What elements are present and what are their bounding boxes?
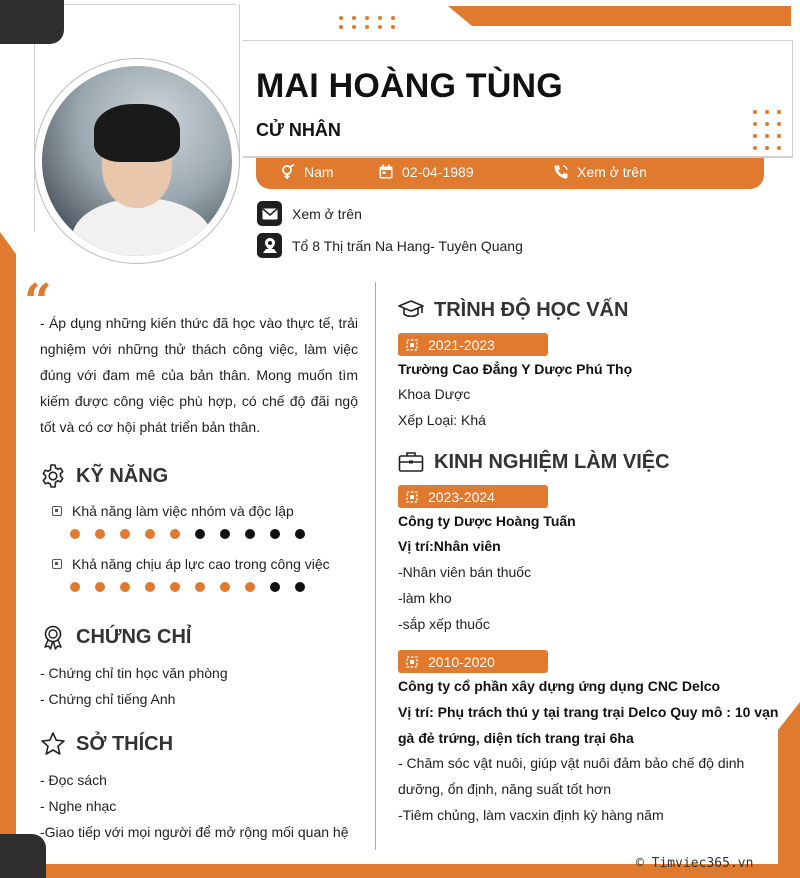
skill-rating — [70, 529, 305, 539]
rating-dot-empty — [270, 529, 280, 539]
job-detail: -Nhân viên bán thuốc — [398, 564, 532, 580]
address-row — [257, 233, 523, 258]
accent-stripe-left — [0, 232, 16, 834]
bullet-icon — [52, 559, 62, 569]
rating-dot-filled — [170, 529, 180, 539]
frame-line — [64, 4, 236, 5]
career-objective: - Áp dụng những kiến thức đã học vào thực tế, trải nghiệm với những thử thách công việc, làm việc đúng với đam mê của bản thân. Mong muốn tìm kiếm được công việc phù hợp, có chế độ đãi ngộ tốt và có cơ hội phát triển bản thân. — [40, 315, 358, 435]
rating-dot-filled — [220, 582, 230, 592]
job-period — [398, 485, 548, 508]
rating-dot-filled — [145, 529, 155, 539]
email-row — [257, 201, 362, 226]
certificates-heading-label: CHỨNG CHỈ — [76, 625, 192, 648]
corner-decoration-top — [0, 0, 64, 44]
hobbies-heading — [40, 731, 173, 757]
experience-heading — [398, 449, 670, 475]
candidate-name: MAI HOÀNG TÙNG — [256, 67, 563, 105]
calendar-small-icon — [406, 491, 418, 503]
skill-rating — [70, 582, 305, 592]
skills-heading-label: KỸ NĂNG — [76, 464, 169, 487]
email-icon — [257, 201, 282, 226]
education-grade: Xếp Loại: Khá — [398, 412, 486, 428]
gender-info — [280, 164, 334, 180]
rating-dot-empty — [245, 529, 255, 539]
skill-label: Khả năng làm việc nhóm và độc lập — [72, 503, 294, 519]
certificate-item: - Chứng chỉ tin học văn phòng — [40, 665, 228, 681]
email-value: Xem ở trên — [292, 205, 362, 222]
gender-value: Nam — [304, 164, 334, 180]
skill-label: Khả năng chịu áp lực cao trong công việc — [72, 556, 330, 572]
briefcase-icon — [398, 449, 424, 475]
rating-dot-empty — [270, 582, 280, 592]
bullet-icon — [52, 506, 62, 516]
star-icon — [40, 731, 66, 757]
rating-dot-empty — [295, 529, 305, 539]
skill-item — [52, 556, 330, 572]
rating-dot-empty — [220, 529, 230, 539]
address-value: Tổ 8 Thị trấn Na Hang- Tuyên Quang — [292, 237, 523, 254]
hobbies-heading-label: SỞ THÍCH — [76, 732, 174, 755]
education-heading — [398, 297, 628, 323]
gender-icon — [280, 164, 296, 180]
rating-dot-filled — [170, 582, 180, 592]
job-detail: dưỡng, ổn định, năng suất tốt hơn — [398, 781, 611, 797]
experience-heading-label: KINH NGHIỆM LÀM VIỆC — [434, 450, 670, 473]
certificates-heading — [40, 624, 191, 650]
job-detail: -làm kho — [398, 590, 452, 606]
phone-icon — [553, 164, 569, 180]
rating-dot-filled — [70, 582, 80, 592]
watermark: © Timviec365.vn — [636, 856, 754, 871]
rating-dot-filled — [120, 529, 130, 539]
certificate-item: - Chứng chỉ tiếng Anh — [40, 691, 176, 707]
frame-line — [239, 4, 240, 158]
rating-dot-filled — [95, 529, 105, 539]
calendar-small-icon — [406, 656, 418, 668]
job-position: gà đẻ trứng, diện tích trang trại 6ha — [398, 730, 634, 746]
job-company: Công ty Dược Hoàng Tuấn — [398, 513, 576, 529]
rating-dot-empty — [295, 582, 305, 592]
phone-info — [553, 164, 647, 180]
job-period-label: 2010-2020 — [428, 653, 495, 670]
skills-heading — [40, 463, 168, 489]
rating-dot-filled — [95, 582, 105, 592]
rating-dot-filled — [120, 582, 130, 592]
calendar-small-icon — [406, 339, 418, 351]
graduation-cap-icon — [398, 297, 424, 323]
job-detail: - Chăm sóc vật nuôi, giúp vật nuôi đảm bảo chế độ dinh — [398, 755, 745, 771]
birthday-info — [378, 164, 474, 180]
rating-dot-filled — [70, 529, 80, 539]
dot-pattern — [339, 16, 395, 29]
accent-band-top — [448, 6, 791, 26]
column-divider — [375, 282, 376, 850]
job-position: Vị trí:Nhân viên — [398, 538, 501, 554]
rating-dot-filled — [245, 582, 255, 592]
education-school: Trường Cao Đẳng Y Dược Phú Thọ — [398, 361, 633, 377]
birthday-value: 02-04-1989 — [402, 164, 474, 180]
skill-item — [52, 503, 294, 519]
hobby-item: -Giao tiếp với mọi người để mở rộng mối quan hệ — [40, 824, 349, 840]
gear-icon — [40, 463, 66, 489]
phone-value: Xem ở trên — [577, 164, 647, 180]
education-heading-label: TRÌNH ĐỘ HỌC VẤN — [434, 298, 629, 321]
calendar-icon — [378, 164, 394, 180]
avatar — [42, 66, 232, 256]
candidate-title: CỬ NHÂN — [256, 120, 341, 140]
job-company: Công ty cổ phần xây dựng ứng dụng CNC Delco — [398, 678, 721, 694]
education-major: Khoa Dược — [398, 386, 471, 402]
award-icon — [40, 624, 66, 650]
hobby-item: - Nghe nhạc — [40, 798, 117, 814]
job-detail: -Tiêm chủng, làm vacxin định kỳ hàng năm — [398, 807, 664, 823]
rating-dot-empty — [195, 529, 205, 539]
job-period — [398, 650, 548, 673]
dot-pattern — [753, 110, 781, 150]
job-position: Vị trí: Phụ trách thú y tại trang trại Delco Quy mô : 10 vạn — [398, 704, 779, 720]
job-period-label: 2023-2024 — [428, 488, 495, 505]
quote-mark: “ — [24, 274, 52, 330]
rating-dot-filled — [145, 582, 155, 592]
location-icon — [257, 233, 282, 258]
rating-dot-filled — [195, 582, 205, 592]
education-period-label: 2021-2023 — [428, 336, 495, 353]
job-detail: -sắp xếp thuốc — [398, 616, 490, 632]
hobby-item: - Đọc sách — [40, 772, 107, 788]
accent-stripe-right — [778, 702, 800, 864]
frame-line — [34, 44, 35, 232]
education-period — [398, 333, 548, 356]
info-bar — [256, 158, 764, 189]
